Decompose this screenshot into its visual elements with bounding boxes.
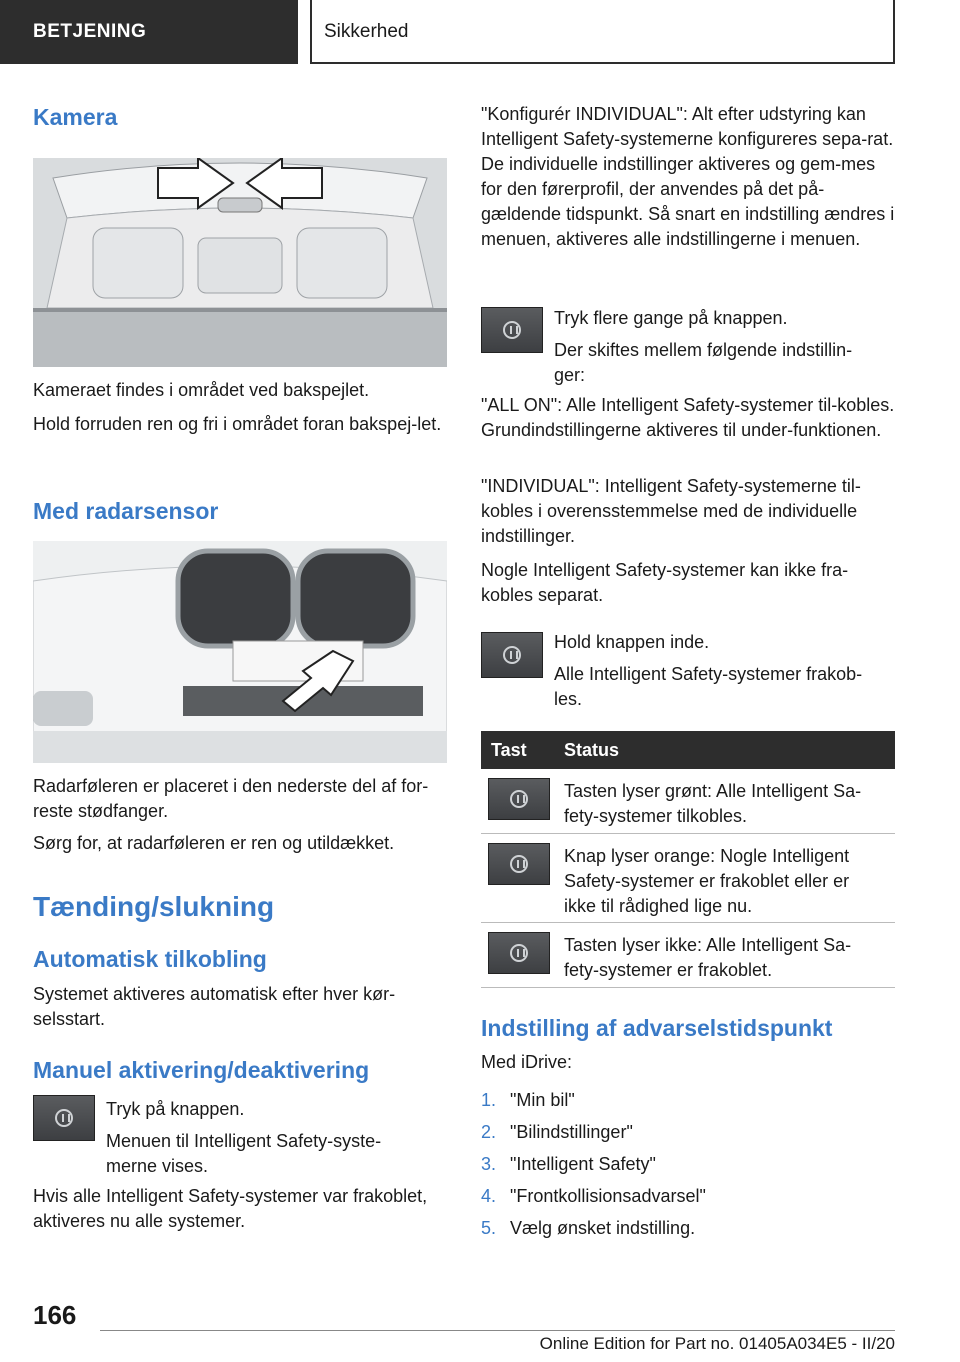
warning-time-heading: Indstilling af advarselstidspunkt: [481, 1015, 833, 1041]
manual-menu-text: Menuen til Intelligent Safety-syste-merne vises.: [106, 1131, 382, 1176]
step-number: 1.: [481, 1090, 497, 1110]
chapter-label: Sikkerhed: [310, 0, 895, 64]
button-off-icon: [488, 932, 550, 974]
camera-photo: [33, 158, 447, 367]
press-multiple-text: Tryk flere gange på knappen.: [554, 308, 788, 328]
radar-photo: [33, 541, 447, 763]
edition-text: Online Edition for Part no. 01405A034E5 - II/20: [539, 1334, 895, 1353]
camera-heading: Kamera: [33, 104, 118, 130]
button-green-icon: [488, 778, 550, 820]
configure-individual-text: "Konfigurér INDIVIDUAL": Alt efter udstyring kan Intelligent Safety-systemerne konfigureres sepa-rat. De individuelle indstillinger aktiveres og gem-mes for den førerprofil, der anvendes på det på-gældende tidspunkt. Så snart en indstilling ændres i menuen, aktiveres alle indstillingerne i menuen.: [481, 104, 895, 249]
manual-activation-heading: Manuel aktivering/deaktivering: [33, 1057, 370, 1083]
table-row: [481, 834, 895, 923]
step-number: 3.: [481, 1154, 497, 1174]
status-cell: Knap lyser orange: Nogle Intelligent Safety-systemer er frakoblet eller er ikke til rådighed lige nu.: [564, 846, 850, 916]
camera-location-text: Kameraet findes i området ved bakspejlet.: [33, 380, 370, 400]
page-number: 166: [33, 1300, 77, 1330]
intelligent-safety-button-icon: [481, 307, 543, 353]
radar-heading: Med radarsensor: [33, 498, 219, 524]
radar-location-text: Radarføleren er placeret i den nederste del af for-reste stødfanger.: [33, 776, 429, 821]
auto-activation-heading: Automatisk tilkobling: [33, 946, 267, 972]
col-status: Status: [564, 740, 620, 760]
ignition-heading: Tænding/slukning: [33, 891, 275, 922]
status-cell: Tasten lyser ikke: Alle Intelligent Sa-fety-systemer er frakoblet.: [564, 935, 852, 980]
step-number: 2.: [481, 1122, 497, 1142]
status-table-header: [481, 731, 895, 769]
intelligent-safety-button-icon: [481, 632, 543, 678]
intelligent-safety-button-icon: [33, 1095, 95, 1141]
table-row: [481, 769, 895, 834]
step-text: "Intelligent Safety": [510, 1154, 656, 1174]
footer-divider: [100, 1330, 895, 1331]
individual-text: "INDIVIDUAL": Intelligent Safety-systemerne til-kobles i overensstemmelse med de individuelle indstillinger.: [481, 476, 861, 546]
col-key: Tast: [491, 740, 527, 760]
step-text: Vælg ønsket indstilling.: [510, 1218, 696, 1238]
car-front-illustration: [33, 541, 447, 763]
switch-settings-text: Der skiftes mellem følgende indstillin-ger:: [554, 340, 853, 385]
cannot-disable-text: Nogle Intelligent Safety-systemer kan ikke fra-kobles separat.: [481, 560, 849, 605]
auto-activation-text: Systemet aktiveres automatisk efter hver kør-selsstart.: [33, 984, 396, 1029]
page-header: [0, 0, 960, 64]
camera-clean-text: Hold forruden ren og fri i området foran bakspej-let.: [33, 414, 442, 434]
manual-press-text: Tryk på knappen.: [106, 1099, 245, 1119]
step-number: 5.: [481, 1218, 497, 1238]
radar-clean-text: Sørg for, at radarføleren er ren og utildækket.: [33, 833, 395, 853]
button-orange-icon: [488, 843, 550, 885]
hold-button-text: Hold knappen inde.: [554, 632, 710, 652]
section-label: BETJENING: [0, 0, 298, 64]
status-cell: Tasten lyser grønt: Alle Intelligent Sa-fety-systemer tilkobles.: [564, 781, 862, 826]
all-on-text: "ALL ON": Alle Intelligent Safety-systemer til-kobles. Grundindstillingerne aktiveres til under-funktionen.: [481, 395, 895, 440]
table-row: [481, 923, 895, 988]
step-number: 4.: [481, 1186, 497, 1206]
idrive-text: Med iDrive:: [481, 1052, 573, 1072]
all-off-text: Alle Intelligent Safety-systemer frakob-les.: [554, 664, 863, 709]
step-text: "Min bil": [510, 1090, 575, 1110]
step-text: "Frontkollisionsadvarsel": [510, 1186, 706, 1206]
step-text: "Bilindstillinger": [510, 1122, 633, 1142]
manual-all-off-text: Hvis alle Intelligent Safety-systemer var frakoblet, aktiveres nu alle systemer.: [33, 1186, 428, 1231]
car-interior-illustration: [33, 158, 447, 367]
